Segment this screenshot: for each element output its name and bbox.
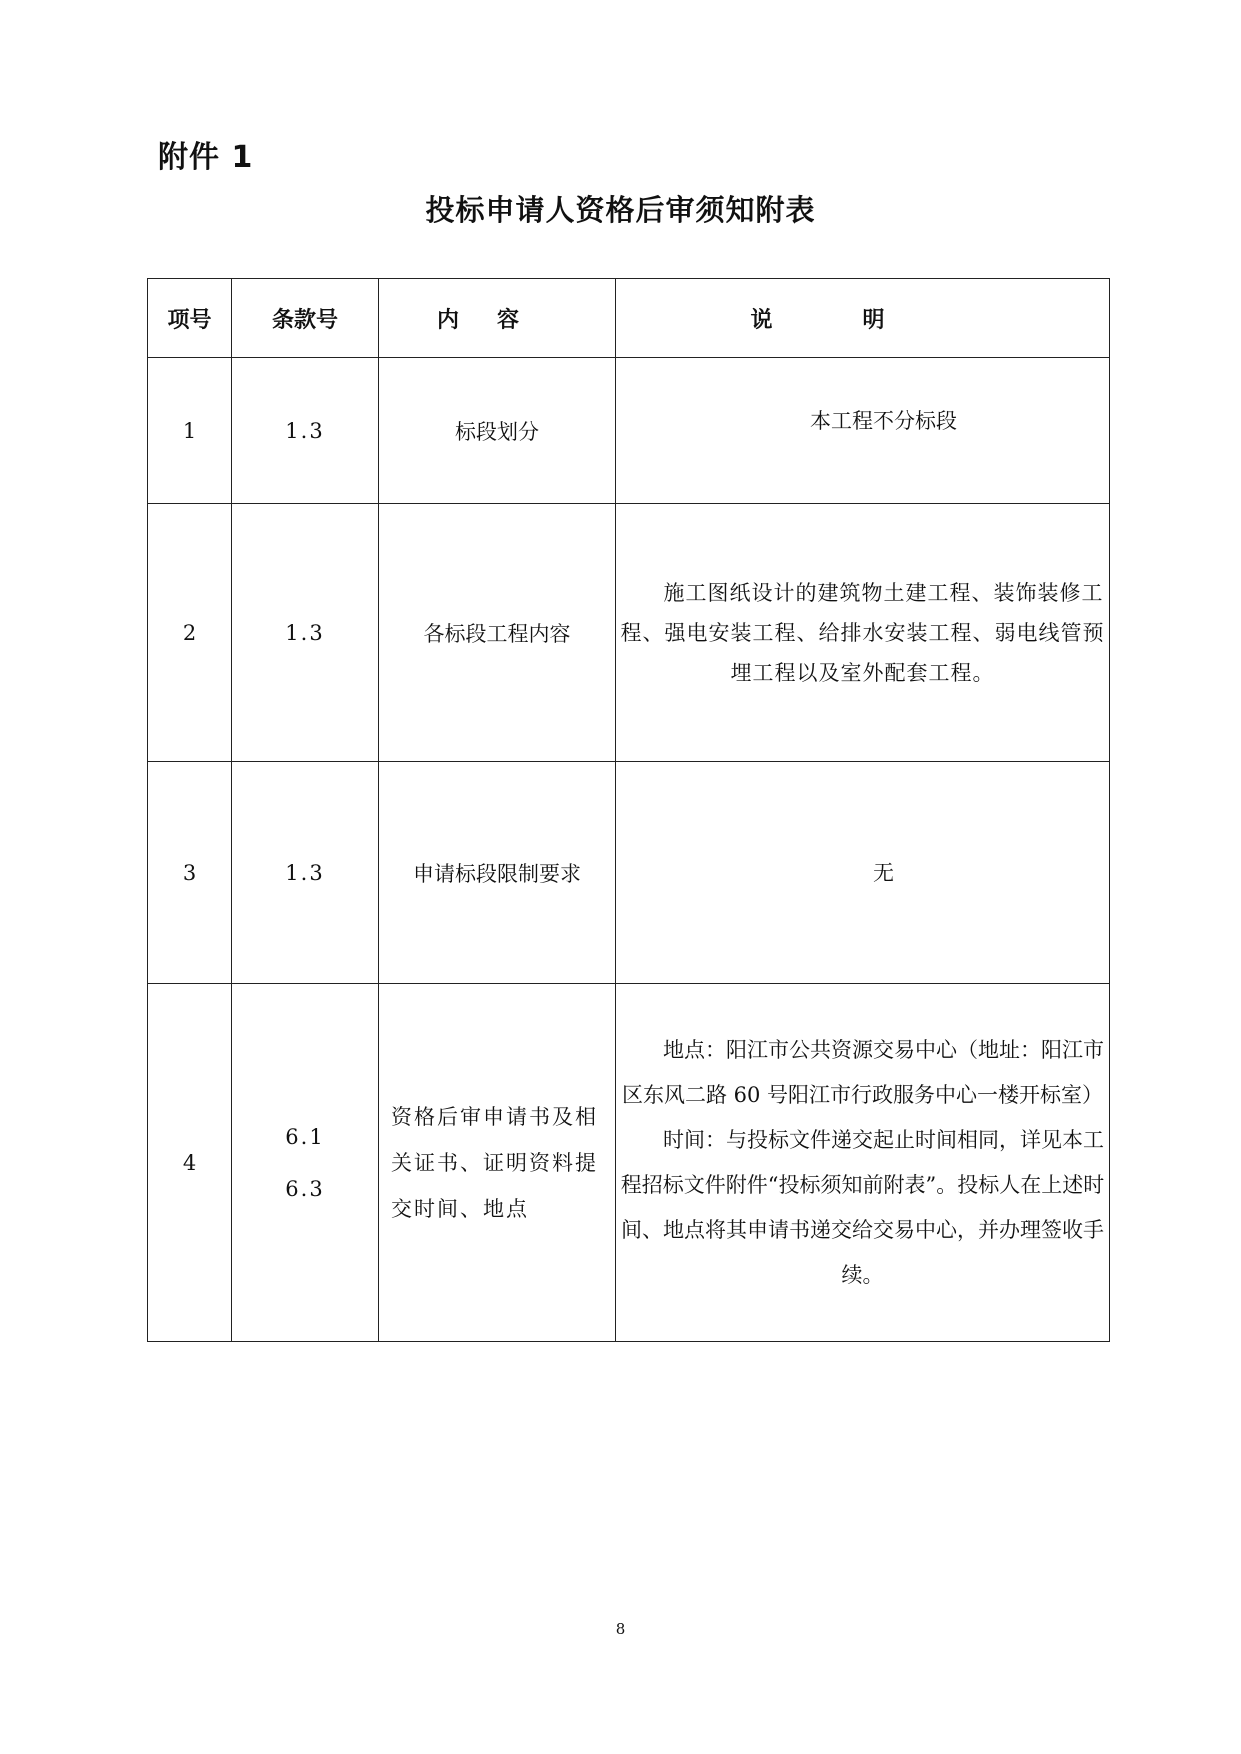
row-clause: 1.3 [232,358,379,504]
table-row [148,984,1110,1342]
header-content: 内容 [379,279,616,358]
header-description: 说明 [616,279,1110,358]
table-header-row [148,279,1110,358]
row-item: 4 [148,984,232,1342]
row-content: 申请标段限制要求 [379,762,616,984]
row-clause [232,984,379,1342]
clause-line: 6.3 [285,1176,325,1201]
row-description [616,762,1110,984]
row-content: 各标段工程内容 [379,504,616,762]
table-row [148,762,1110,984]
clause-line: 6.1 [285,1124,325,1149]
description-paragraph: 本工程不分标段 [810,408,957,433]
row-content: 标段划分 [379,358,616,504]
description-paragraph: 地点：阳江市公共资源交易中心（地址：阳江市区东风二路 60 号阳江市行政服务中心一楼开标室） [621,1037,1104,1107]
header-item: 项号 [148,279,232,358]
row-description [616,504,1110,762]
table-row [148,504,1110,762]
table-row [148,358,1110,504]
row-content: 资格后审申请书及相关证书、证明资料提交时间、地点 [379,984,616,1342]
description-paragraph: 时间：与投标文件递交起止时间相同，详见本工程招标文件附件“投标须知前附表”。投标人在上述时间、地点将其申请书递交给交易中心，并办理签收手续。 [620,1127,1105,1287]
row-item: 3 [148,762,232,984]
document-title: 投标申请人资格后审须知附表 [425,193,816,227]
row-clause: 1.3 [232,762,379,984]
row-description [616,984,1110,1342]
page-number: 8 [615,1620,626,1638]
attachment-label: 附件 1 [158,140,254,175]
description-paragraph: 无 [873,860,894,885]
row-item: 2 [148,504,232,762]
qualification-table [147,278,1110,1342]
row-clause: 1.3 [232,504,379,762]
header-clause: 条款号 [232,279,379,358]
description-paragraph: 施工图纸设计的建筑物土建工程、装饰装修工程、强电安装工程、给排水安装工程、弱电线管预埋工程以及室外配套工程。 [620,580,1105,685]
row-item: 1 [148,358,232,504]
row-description [616,358,1110,504]
